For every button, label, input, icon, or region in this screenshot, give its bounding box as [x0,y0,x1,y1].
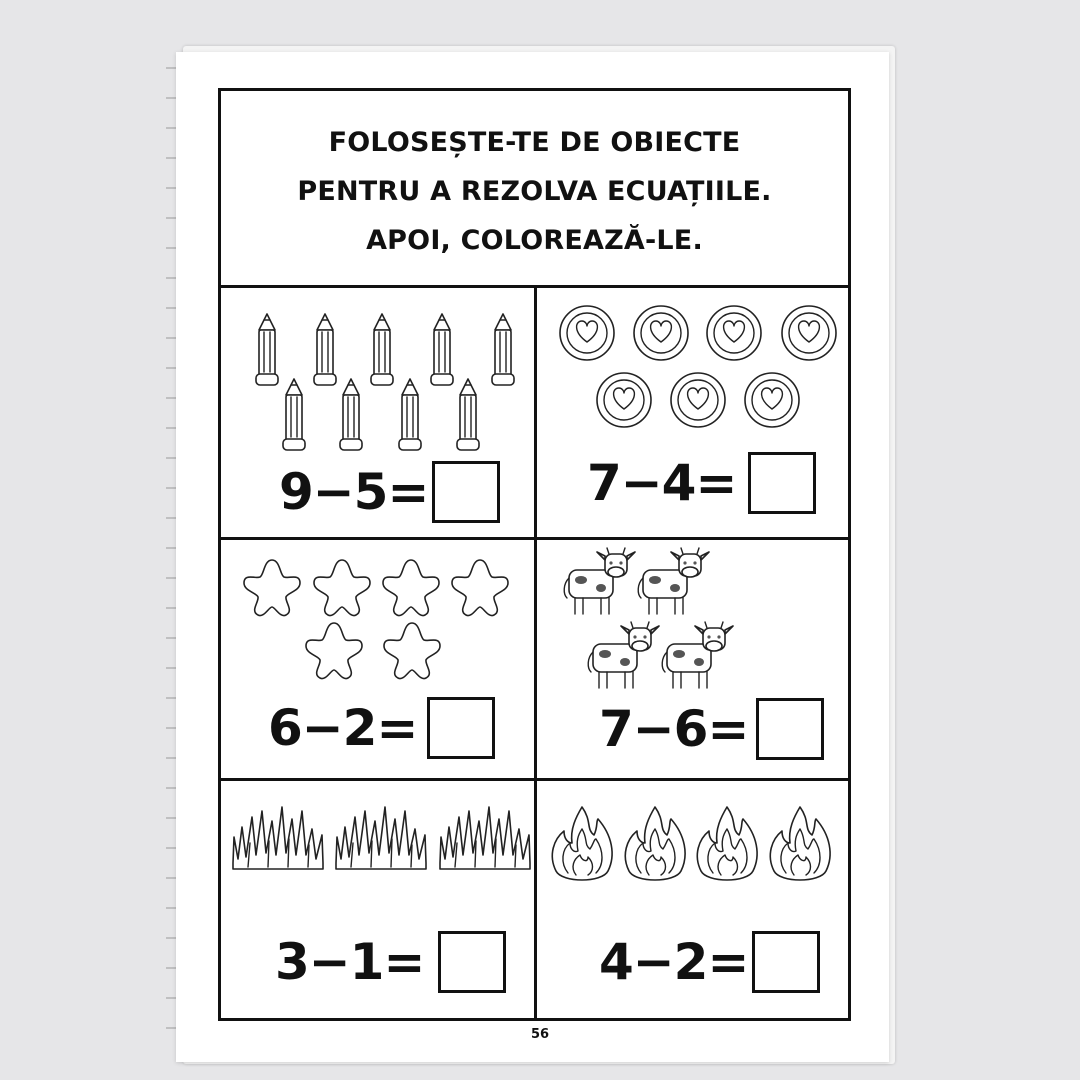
flower-icon [452,560,508,616]
grass-icon [336,807,426,869]
equation [279,461,500,523]
flower-icon [383,560,439,616]
answer-box[interactable] [756,698,824,760]
pencil-icon [492,314,514,385]
answer-box[interactable] [432,461,500,523]
flower-icon [306,623,362,679]
equation-text: 6−2= [268,699,418,757]
exercise-cell-hearts [537,288,848,537]
cow-icon [638,548,709,614]
equation [268,697,495,759]
fire-icon [770,807,830,880]
equation [599,931,820,993]
instruction-text: FOLOSEȘTE-TE DE OBIECTE PENTRU A REZOLVA ECUAȚIILE. APOI, COLOREAZĂ-LE. [297,126,772,256]
answer-box[interactable] [748,452,816,514]
heart-icon [597,373,651,427]
heart-icon [671,373,725,427]
cow-icon [662,622,733,688]
answer-box[interactable] [752,931,820,993]
cow-icon [564,548,635,614]
answer-box[interactable] [427,697,495,759]
exercise-cell-grass [221,781,534,1021]
heart-icon [560,306,614,360]
exercise-cell-fire [537,781,848,1021]
equation-text: 7−6= [599,700,749,758]
equation-text: 9−5= [279,463,429,521]
fire-icon [697,807,757,880]
flower-icon [314,560,370,616]
heart-icon [707,306,761,360]
instruction-header [221,91,848,288]
equation-text: 3−1= [275,933,425,991]
worksheet-frame [218,88,851,1021]
exercise-cell-cows [537,540,848,778]
equation [599,698,824,760]
equation-text: 4−2= [599,933,749,991]
equation [275,931,506,993]
fire-icon [625,807,685,880]
pencil-icon [314,314,336,385]
pencil-icon [399,379,421,450]
pencil-icon [256,314,278,385]
answer-box[interactable] [438,931,506,993]
page-number: 56 [530,1027,550,1042]
pencil-icon [283,379,305,450]
fire-icon [552,807,612,880]
pencil-icon [457,379,479,450]
equation [587,452,816,514]
heart-icon [634,306,688,360]
exercise-cell-flowers [221,540,534,778]
heart-icon [745,373,799,427]
flower-icon [244,560,300,616]
pencil-icon [371,314,393,385]
grass-icon [440,807,530,869]
cow-icon [588,622,659,688]
exercise-cell-pencils [221,288,534,537]
equation-text: 7−4= [587,454,737,512]
pencil-icon [340,379,362,450]
grass-icon [233,807,323,869]
heart-icon [782,306,836,360]
flower-icon [384,623,440,679]
pencil-icon [431,314,453,385]
